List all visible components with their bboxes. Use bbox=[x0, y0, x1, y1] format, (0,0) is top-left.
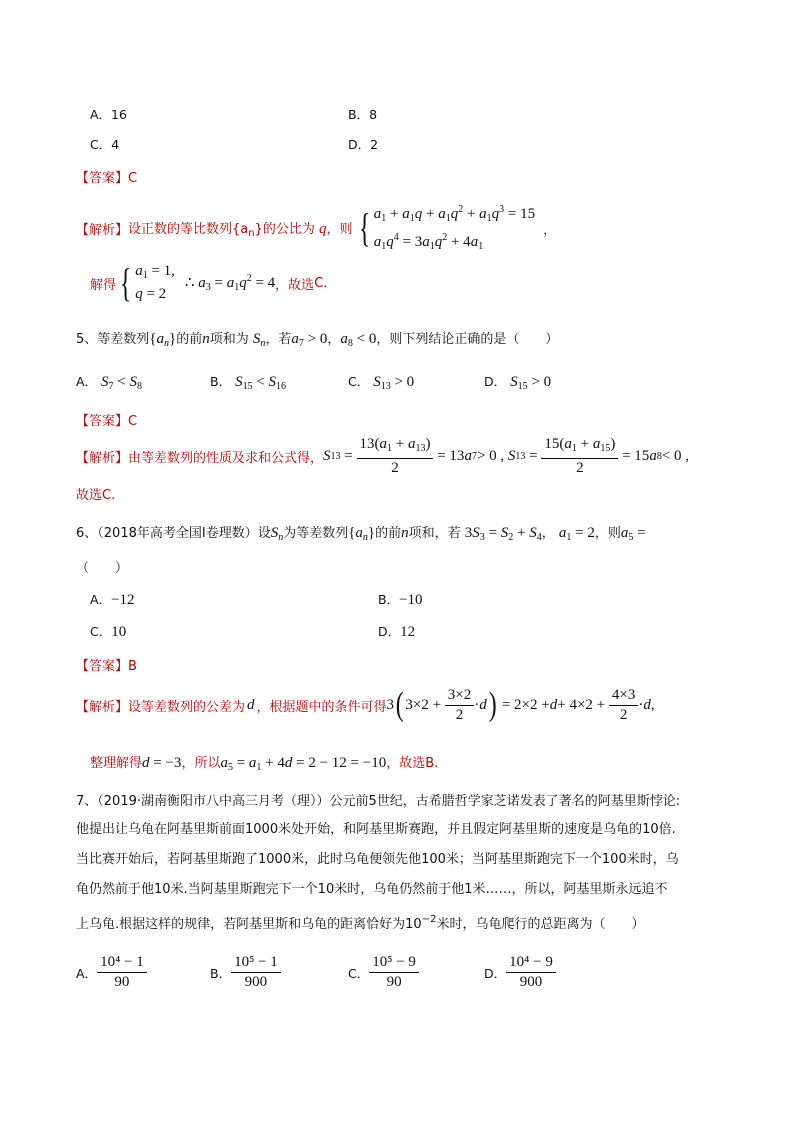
q7-line3: 当比赛开始后，若阿基里斯跑了1000米，此时乌龟便领先他100米；当阿基里斯跑完下一个100米时，乌 bbox=[76, 852, 679, 867]
q5-analysis-end: 故选C. bbox=[76, 488, 116, 503]
q7-line1: 7、（2019·湖南衡阳市八中高三月考（理））公元前5世纪，古希腊哲学家芝诺发表了著名的阿基里斯悖论: bbox=[76, 794, 681, 809]
analysis-text: 设正数的等比数列$\{a_n\}$的公比为 q，则 bbox=[128, 220, 353, 239]
q7-option-a: A． $\frac{\text{10⁴ − 1}}{90}$ bbox=[76, 954, 147, 991]
q6-answer: 【答案】B bbox=[76, 659, 137, 674]
q7-option-d: D． $\frac{\text{10⁴ − 9}}{900}$ bbox=[484, 954, 556, 991]
q6-option-a: A．−12 bbox=[90, 592, 135, 608]
q4-analysis-line2: 解得 { $a_1 = 1$, q = 2 ∴ $a_3 = a_1q^2 = 4$ ，故选 C. bbox=[90, 260, 328, 305]
q4-option-d: D．2 bbox=[348, 137, 379, 152]
q7-option-b: B． $\frac{\text{10⁵ − 1}}{900}$ bbox=[210, 954, 281, 991]
q6-paren: （ ） bbox=[76, 561, 129, 576]
analysis-tag: 【解析】 bbox=[76, 222, 129, 238]
answer-tag: 【答案】 bbox=[76, 171, 129, 186]
q4-analysis: 【解析】 设正数的等比数列$\{a_n\}$的公比为 q，则 { $a_1 + a_1q + a_1q^2 + a_1q^3 = 15$ $a_1q^4 = 3a_1q^2 + 4a_1$ ， bbox=[76, 200, 556, 256]
comma: ， bbox=[543, 222, 557, 238]
q7-option-c: C． $\frac{\text{10⁵ − 9}}{90}$ bbox=[348, 954, 419, 991]
q5-option-a: A． $S_7 < S_8$ bbox=[76, 374, 143, 392]
q5-option-d: D． $S_{15} > 0$ bbox=[484, 374, 552, 392]
q4-answer bbox=[76, 167, 137, 186]
q6-stem: 6、（2018年高考全国Ⅰ卷理数）设$S_n$为等差数列$\{a_n\}$的前n项和，若 $3S_3 = S_2 + S_4$， $a_1 = 2$，则$a_5$ = bbox=[76, 525, 646, 543]
q4-option-a: A．16 bbox=[90, 107, 127, 122]
q4-equation-system: $a_1 + a_1q + a_1q^2 + a_1q^3 = 15$ $a_1q^4 = 3a_1q^2 + 4a_1$ bbox=[373, 204, 536, 252]
choice: C. bbox=[314, 275, 328, 291]
q7-line4: 龟仍然前于他10米.当阿基里斯跑完下一个10米时，乌龟仍然前于他1米……，所以，阿基里斯永远追不 bbox=[76, 882, 668, 897]
q6-option-d: D．12 bbox=[378, 624, 416, 640]
q4-option-c: C．4 bbox=[90, 137, 120, 152]
solve-text: 解得 bbox=[90, 277, 117, 293]
q5-analysis: 【解析】 由等差数列的性质及求和公式得， S 13 = $\frac{13(a_1 + a_{13})}{2}$ = 13 a 7 > 0 , S 13 = $\frac{15(a_1 + a_{15})}{2}$ = 15 a 8 < 0 , bbox=[76, 436, 690, 476]
q6-analysis-line2: 整理解得d = −3，所以$a_5 = a_1 + 4d = 2 - 12 = -10$，故选B. bbox=[90, 755, 439, 773]
q5-option-b: B． $S_{15} < S_{16}$ bbox=[210, 374, 287, 392]
q6-analysis: 【解析】 设等差数列的公差为 d ，根据题中的条件可得 3 ( 3×2 + $\frac{3\times 2}{2}$ · d ) = 2×2 + d + 4×2 + $\frac{4\times 3}{2}$ · d , bbox=[76, 686, 655, 723]
q7-line2: 他提出让乌龟在阿基里斯前面1000米处开始，和阿基里斯赛跑，并且假定阿基里斯的速度是乌龟的10倍. bbox=[76, 822, 676, 837]
q5-option-c: C． $S_{13} > 0$ bbox=[348, 374, 415, 392]
q5-stem: 5、等差数列$\{a_n\}$的前n项和为 $S_n$，若$a_7 > 0$，$a_8 < 0$，则下列结论正确的是（ ） bbox=[76, 331, 559, 349]
q6-option-b: B．−10 bbox=[378, 592, 423, 608]
q6-option-c: C．10 bbox=[90, 624, 127, 640]
choose-text: ，故选 bbox=[275, 277, 315, 293]
answer-value: C bbox=[128, 171, 138, 186]
q4-option-b: B．8 bbox=[348, 107, 378, 122]
q5-answer: 【答案】C bbox=[76, 414, 138, 429]
q7-line5: 上乌龟.根据这样的规律，若阿基里斯和乌龟的距离恰好为$10^{-2}$米时，乌龟爬行的总距离为（ ） bbox=[76, 914, 645, 932]
